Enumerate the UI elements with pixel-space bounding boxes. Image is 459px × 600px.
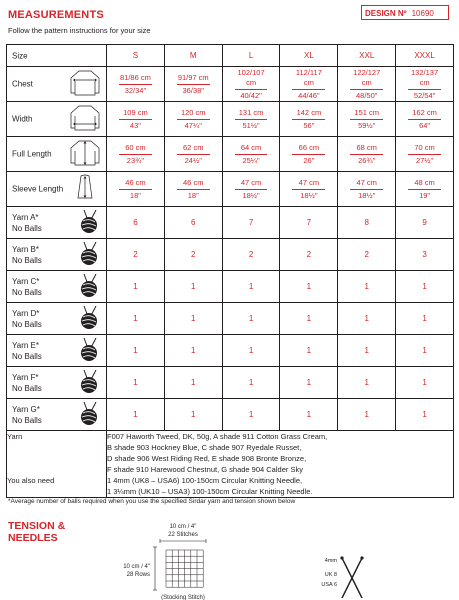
ball-count: 2 [280, 239, 338, 271]
size-header: L [222, 45, 280, 67]
row-label [12, 340, 42, 362]
imperial-value: 44/46" [298, 90, 320, 100]
row-label-line: No Balls [12, 223, 42, 233]
row-label-line: Sleeve Length [12, 184, 64, 194]
measurement-value [280, 67, 338, 102]
size-header: XL [280, 45, 338, 67]
ball-count: 1 [338, 303, 396, 335]
row-label-line: Yarn F* [12, 372, 39, 382]
measurement-row [7, 137, 454, 172]
imperial-value: 36/38" [182, 85, 204, 95]
ball-count: 1 [280, 303, 338, 335]
imperial-value: 32/34" [124, 85, 147, 95]
metric-value: 46 cm [119, 178, 152, 190]
measurement-value [396, 102, 454, 137]
ball-count: 6 [164, 207, 222, 239]
measurement-value [396, 67, 454, 102]
measurement-value [338, 102, 396, 137]
ball-count: 1 [396, 367, 454, 399]
metric-value: 151 cm [350, 108, 383, 120]
metric-value: 47 cm [292, 178, 325, 190]
stitch-type-label: (Stocking Stitch) [161, 595, 205, 600]
measurement-value [164, 137, 222, 172]
measurement-value [396, 137, 454, 172]
ball-count: 2 [222, 239, 280, 271]
metric-value: 66 cm [292, 143, 325, 155]
yarn-info-labels [7, 431, 107, 498]
measurement-value [396, 172, 454, 207]
ball-count: 1 [164, 271, 222, 303]
measurement-value [280, 137, 338, 172]
imperial-value: 19" [419, 190, 431, 200]
measurement-label-cell [7, 172, 107, 207]
ball-count: 1 [107, 303, 165, 335]
yarn-info-line: D shade 906 West Riding Red, E shade 908 Bronte Bronze, [107, 454, 307, 463]
row-label-line: Yarn C* [12, 276, 40, 286]
row-label-line: Full Length [12, 149, 52, 159]
imperial-value: 48/50" [356, 90, 378, 100]
ball-count: 1 [396, 399, 454, 431]
size-header: XXXL [396, 45, 454, 67]
tension-grid [166, 550, 203, 587]
size-header: M [164, 45, 222, 67]
tension-title-line: TENSION & [8, 520, 66, 532]
metric-value: 132/137 cm [408, 68, 441, 90]
imperial-value: 47¼" [184, 120, 202, 130]
row-label [12, 184, 63, 195]
metric-value: 122/127 cm [350, 68, 383, 90]
imperial-value: 59½" [358, 120, 376, 130]
row-label-line: Chest [12, 79, 33, 89]
yarn-ball-icon [76, 273, 102, 301]
imperial-value: 43" [129, 120, 141, 130]
row-label-line: Yarn B* [12, 244, 39, 254]
row-label-line: No Balls [12, 351, 42, 361]
ball-count: 8 [338, 207, 396, 239]
ball-count: 2 [107, 239, 165, 271]
ball-count: 1 [280, 271, 338, 303]
needle-size-label: 4mm [324, 558, 337, 564]
measurement-value [222, 137, 280, 172]
metric-value: 142 cm [292, 108, 325, 120]
ball-count: 1 [338, 367, 396, 399]
tension-stitches-label: 22 Stitches [168, 532, 198, 538]
metric-value: 60 cm [119, 143, 152, 155]
yarn-row [7, 271, 454, 303]
size-header: XXL [338, 45, 396, 67]
label-spacer [7, 442, 106, 475]
needle-uk-label: UK 8 [324, 572, 337, 578]
ball-count: 7 [222, 207, 280, 239]
imperial-value: 26" [303, 155, 315, 165]
size-header: S [107, 45, 165, 67]
imperial-value: 18½" [300, 190, 318, 200]
metric-value: 62 cm [177, 143, 210, 155]
row-label-line: No Balls [12, 383, 42, 393]
ball-count: 1 [338, 399, 396, 431]
page-subtitle: Follow the pattern instructions for your size [8, 26, 151, 35]
metric-value: 70 cm [408, 143, 441, 155]
also-need-line: 1 4mm (UK8 – USA6) 100-150cm Circular Knitting Needle, [107, 476, 303, 485]
yarn-ball-icon [76, 305, 102, 333]
metric-value: 81/86 cm [119, 73, 152, 85]
imperial-value: 24½" [184, 155, 202, 165]
yarn-label-cell [7, 239, 107, 271]
ball-count: 1 [164, 335, 222, 367]
ball-count: 1 [164, 367, 222, 399]
ball-count: 1 [222, 303, 280, 335]
yarn-label-cell [7, 335, 107, 367]
measurement-value [222, 172, 280, 207]
size-header-row [7, 45, 454, 67]
metric-value: 46 cm [177, 178, 210, 190]
design-number: 10690 [411, 9, 434, 18]
imperial-value: 18" [129, 190, 141, 200]
yarn-info-text [107, 431, 454, 498]
ball-count: 1 [164, 303, 222, 335]
ball-count: 1 [107, 399, 165, 431]
row-label-line: No Balls [12, 415, 42, 425]
metric-value: 47 cm [350, 178, 383, 190]
row-label-line: Yarn A* [12, 212, 39, 222]
ball-count: 1 [107, 367, 165, 399]
ball-count: 1 [280, 367, 338, 399]
metric-value: 131 cm [235, 108, 268, 120]
row-label [12, 276, 42, 298]
ball-count: 3 [396, 239, 454, 271]
imperial-value: 25¼" [242, 155, 260, 165]
row-label-line: Yarn E* [12, 340, 39, 350]
also-need-label: You also need [7, 476, 55, 485]
measurement-value [164, 67, 222, 102]
imperial-value: 51½" [242, 120, 260, 130]
metric-value: 112/117 cm [292, 68, 325, 90]
row-label [12, 149, 52, 160]
imperial-value: 40/42" [240, 90, 262, 100]
ball-count: 1 [396, 303, 454, 335]
ball-count: 1 [280, 335, 338, 367]
ball-count: 1 [396, 271, 454, 303]
row-label-line: Yarn G* [12, 404, 40, 414]
yarn-label-cell [7, 271, 107, 303]
metric-value: 109 cm [119, 108, 152, 120]
yarn-row [7, 207, 454, 239]
metric-value: 64 cm [235, 143, 268, 155]
crossed-needles-icon [340, 556, 363, 598]
measurement-label-cell [7, 102, 107, 137]
measurement-value [164, 172, 222, 207]
row-label-line: No Balls [12, 319, 42, 329]
ball-count: 1 [396, 335, 454, 367]
measurement-row [7, 67, 454, 102]
ball-count: 1 [222, 271, 280, 303]
ball-count: 1 [222, 367, 280, 399]
ball-count: 1 [338, 335, 396, 367]
yarn-row [7, 367, 454, 399]
imperial-value: 64" [419, 120, 431, 130]
needle-usa-label: USA 6 [321, 582, 337, 588]
metric-value: 102/107 cm [235, 68, 268, 90]
row-label-line: No Balls [12, 287, 42, 297]
measurement-label-cell [7, 67, 107, 102]
row-label [12, 244, 42, 266]
ball-count: 1 [107, 335, 165, 367]
ball-count: 7 [280, 207, 338, 239]
yarn-info-line: F shade 910 Harewood Chestnut, G shade 904 Calder Sky [107, 465, 303, 474]
measurements-table [6, 44, 454, 498]
tension-width-label: 10 cm / 4" [169, 524, 197, 530]
yarn-info-row [7, 431, 454, 498]
measurement-row [7, 102, 454, 137]
measurement-label-cell [7, 137, 107, 172]
yarn-row [7, 303, 454, 335]
metric-value: 68 cm [350, 143, 383, 155]
yarn-ball-icon [76, 369, 102, 397]
ball-count: 1 [280, 399, 338, 431]
measurement-value [280, 172, 338, 207]
yarn-label-cell [7, 303, 107, 335]
design-label: DESIGN Nº [365, 9, 407, 18]
yarn-ball-icon [76, 401, 102, 429]
page-title: MEASUREMENTS [8, 9, 104, 21]
row-label-line: No Balls [12, 255, 42, 265]
yarn-info-label: Yarn [7, 432, 23, 441]
row-label [12, 114, 32, 125]
measurement-value [164, 102, 222, 137]
yarn-row [7, 335, 454, 367]
measurement-value [338, 172, 396, 207]
tension-rows-label: 28 Rows [126, 572, 150, 578]
row-label [12, 372, 42, 394]
sleeve-icon [68, 174, 102, 204]
row-label [12, 79, 33, 90]
metric-value: 120 cm [177, 108, 210, 120]
measurement-value [338, 137, 396, 172]
imperial-value: 27½" [415, 155, 434, 165]
imperial-value: 23¾" [126, 155, 145, 165]
yarn-label-cell [7, 207, 107, 239]
also-need-line: 1 3¼mm (UK10 – USA3) 100-150cm Circular Knitting Needle. [107, 487, 313, 496]
imperial-value: 52/54" [413, 90, 436, 100]
design-number-badge [361, 5, 449, 20]
imperial-value: 56" [303, 120, 315, 130]
ball-count: 1 [222, 335, 280, 367]
tension-title-line: NEEDLES [8, 532, 58, 544]
ball-count: 6 [107, 207, 165, 239]
ball-count: 2 [338, 239, 396, 271]
yarn-row [7, 239, 454, 271]
row-label-line: Yarn D* [12, 308, 40, 318]
ball-count: 1 [107, 271, 165, 303]
measurement-value [107, 137, 165, 172]
row-label-line: Width [12, 114, 33, 124]
yarn-ball-icon [76, 241, 102, 269]
measurement-row [7, 172, 454, 207]
imperial-value: 18½" [242, 190, 260, 200]
size-label: Size [12, 51, 28, 60]
metric-value: 91/97 cm [177, 73, 210, 85]
metric-value: 162 cm [408, 108, 441, 120]
metric-value: 48 cm [408, 178, 441, 190]
measurement-value [222, 67, 280, 102]
yarn-ball-icon [76, 337, 102, 365]
imperial-value: 26¾" [358, 155, 376, 165]
yarn-info-line: B shade 903 Hockney Blue, C shade 907 Ryedale Russet, [107, 443, 302, 452]
measurement-value [107, 102, 165, 137]
row-label [12, 404, 42, 426]
ball-count: 9 [396, 207, 454, 239]
imperial-value: 18" [187, 190, 199, 200]
measurement-value [338, 67, 396, 102]
metric-value: 47 cm [235, 178, 268, 190]
ball-count: 1 [338, 271, 396, 303]
row-label [12, 212, 42, 234]
footnote: *Average number of balls required when you use the specified Sirdar yarn and tension shown below [8, 498, 296, 505]
sweater-length-icon [68, 139, 102, 169]
header [0, 0, 459, 36]
ball-count: 1 [222, 399, 280, 431]
tension-diagram [0, 510, 459, 600]
yarn-label-cell [7, 367, 107, 399]
yarn-info-line: F007 Haworth Tweed, DK, 50g, A shade 911 Cotton Grass Cream, [107, 432, 328, 441]
ball-count: 2 [164, 239, 222, 271]
row-label [12, 308, 42, 330]
measurement-value [222, 102, 280, 137]
measurement-value [107, 67, 165, 102]
measurement-value [280, 102, 338, 137]
imperial-value: 18½" [358, 190, 376, 200]
yarn-row [7, 399, 454, 431]
ball-count: 1 [164, 399, 222, 431]
sweater-chest-icon [68, 69, 102, 99]
measurement-value [107, 172, 165, 207]
sweater-width-icon [68, 104, 102, 134]
yarn-ball-icon [76, 209, 102, 237]
tension-height-label: 10 cm / 4" [123, 564, 150, 570]
yarn-label-cell [7, 399, 107, 431]
size-label-cell [7, 45, 107, 67]
